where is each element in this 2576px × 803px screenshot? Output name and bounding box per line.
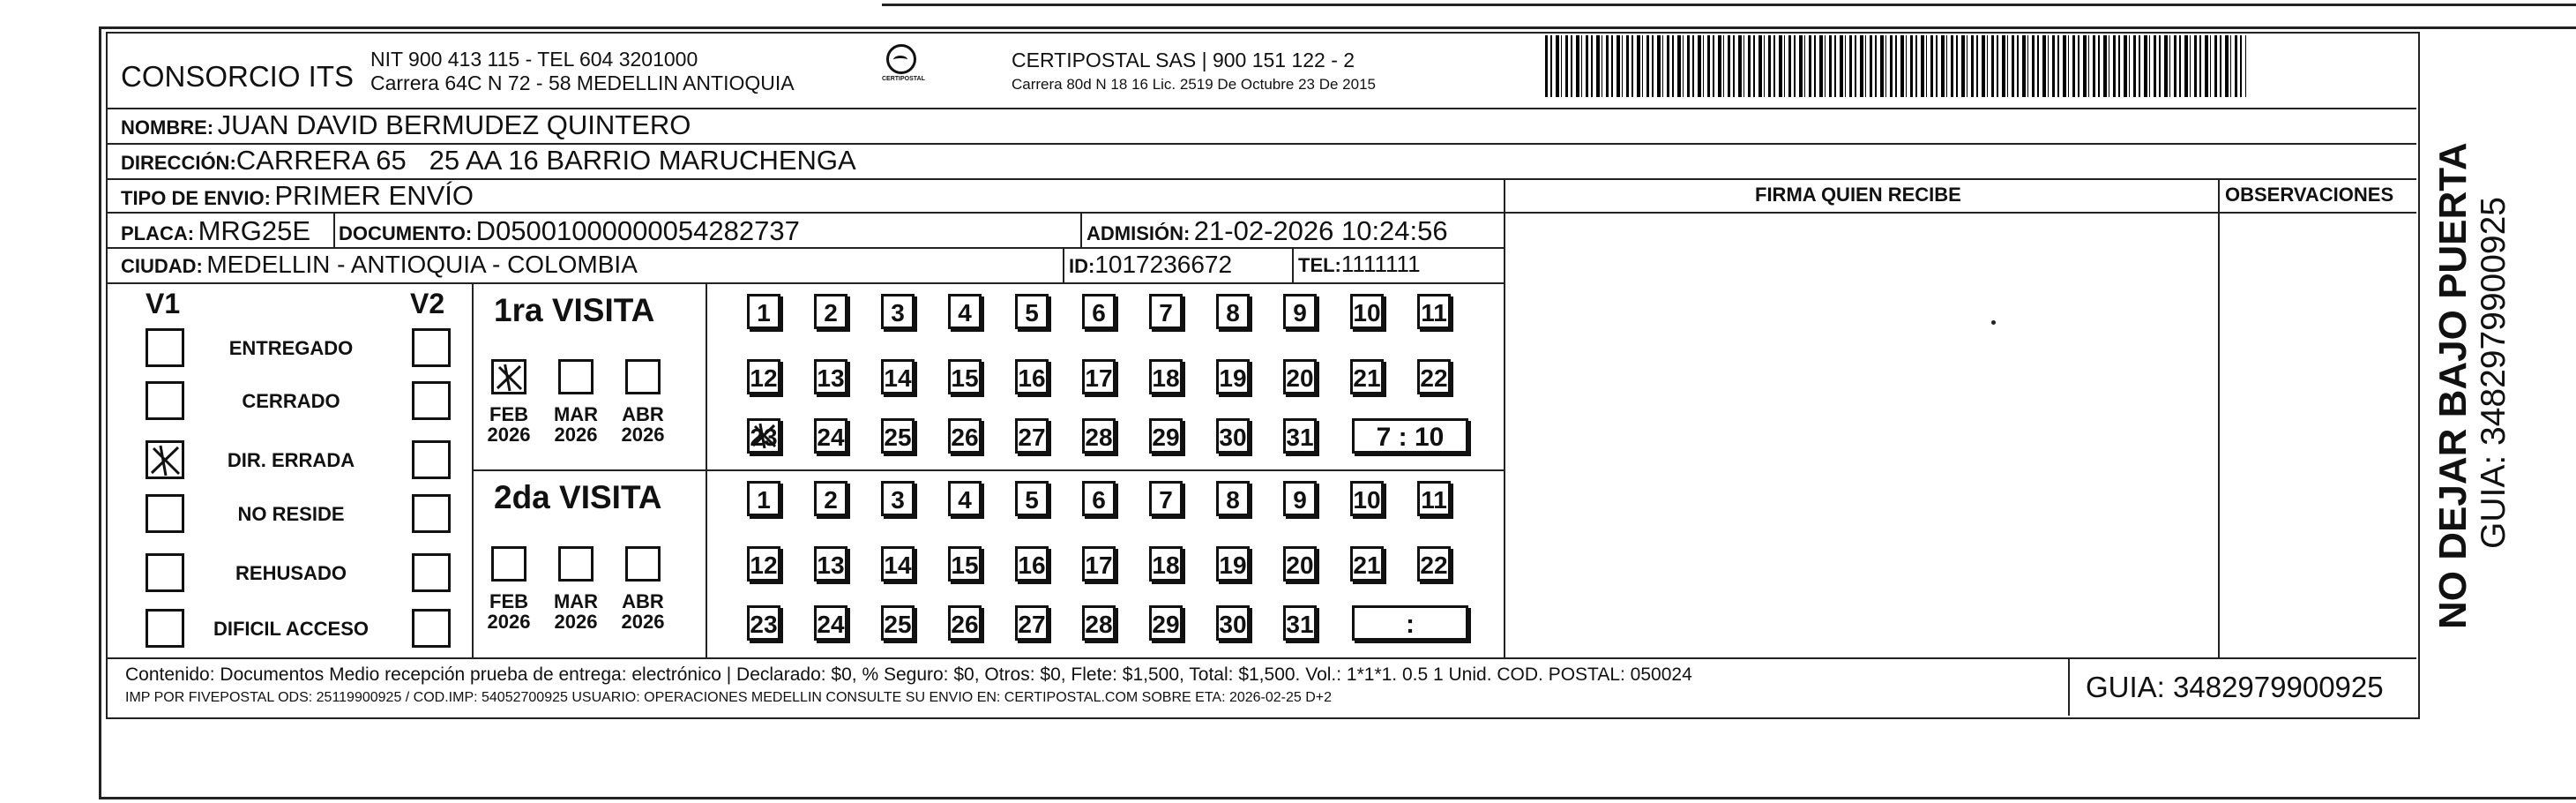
stray-dot (1991, 320, 1996, 325)
ciudad-row: CIUDAD: MEDELLIN - ANTIOQUIA - COLOMBIA (121, 251, 638, 278)
day-box[interactable]: 29 (1149, 418, 1183, 454)
status-option-label: DIR. ERRADA (227, 449, 355, 471)
day-box[interactable]: 11 (1417, 481, 1451, 516)
v2-checkbox[interactable] (412, 440, 451, 479)
day-box[interactable]: 18 (1149, 359, 1183, 394)
tipo-value: PRIMER ENVÍO (274, 180, 474, 211)
v2-label: V2 (410, 288, 445, 319)
day-box[interactable]: 17 (1082, 546, 1116, 582)
day-box[interactable]: 5 (1015, 294, 1049, 329)
id-divider (1063, 247, 1064, 282)
tel-row: TEL:1111111 (1298, 251, 1421, 277)
day-box[interactable]: 4 (948, 294, 982, 329)
v1-checkbox[interactable] (146, 609, 184, 648)
id-value: 1017236672 (1094, 251, 1233, 278)
day-box[interactable]: 1 (747, 294, 780, 329)
day-box[interactable]: 16 (1015, 546, 1049, 582)
day-box[interactable]: 22 (1417, 546, 1451, 582)
day-box[interactable]: 6 (1082, 294, 1116, 329)
day-box[interactable]: 14 (881, 546, 915, 582)
day-box[interactable]: 12 (747, 359, 780, 394)
tel-value: 1111111 (1340, 251, 1421, 277)
day-box[interactable]: 10 (1350, 294, 1384, 329)
day-box[interactable]: 2 (814, 294, 847, 329)
status-option-label: CERRADO (242, 390, 340, 412)
month-label: MAR 2026 (553, 590, 599, 634)
month-label: FEB 2026 (487, 403, 531, 447)
day-box[interactable]: 25 (881, 418, 915, 454)
v2-checkbox[interactable] (412, 494, 451, 533)
day-box[interactable]: 7 (1149, 481, 1183, 516)
firma-column-divider (1504, 178, 1505, 657)
day-box[interactable]: 17 (1082, 359, 1116, 394)
side-warning: NO DEJAR BAJO PUERTA (2431, 142, 2475, 629)
day-box[interactable]: 15 (948, 546, 982, 582)
month-label: ABR 2026 (621, 590, 665, 634)
company-line2: Carrera 64C N 72 - 58 MEDELLIN ANTIOQUIA (370, 71, 795, 94)
day-box[interactable]: 2 (814, 481, 847, 516)
company-line1: NIT 900 413 115 - TEL 604 3201000 (370, 48, 698, 71)
observaciones-header: OBSERVACIONES (2225, 184, 2394, 206)
day-box[interactable]: 30 (1216, 418, 1250, 454)
day-box[interactable]: 28 (1082, 605, 1116, 641)
status-option-label: REHUSADO (235, 562, 347, 584)
day-box[interactable]: 8 (1216, 481, 1250, 516)
day-box[interactable]: 23 (747, 418, 780, 454)
day-box[interactable]: 18 (1149, 546, 1183, 582)
courier-line1: CERTIPOSTAL SAS | 900 151 122 - 2 (1012, 49, 1355, 71)
day-box[interactable]: 24 (814, 605, 847, 641)
row-line (106, 247, 1504, 249)
status-option-label: NO RESIDE (237, 503, 345, 525)
placa-divider (333, 212, 335, 247)
nombre-value: JUAN DAVID BERMUDEZ QUINTERO (217, 109, 691, 140)
id-row: ID:1017236672 (1069, 251, 1233, 278)
day-box[interactable]: 26 (948, 605, 982, 641)
day-box[interactable]: 7 (1149, 294, 1183, 329)
courier-line2: Carrera 80d N 18 16 Lic. 2519 De Octubre 23 De 2015 (1012, 76, 1376, 93)
day-box[interactable]: 31 (1283, 605, 1317, 641)
day-box[interactable]: 27 (1015, 605, 1049, 641)
footer-guia: GUIA: 3482979900925 (2086, 671, 2384, 703)
ciudad-value: MEDELLIN - ANTIOQUIA - COLOMBIA (206, 251, 638, 278)
visit-separator (472, 469, 1504, 471)
tipo-row: TIPO DE ENVIO: PRIMER ENVÍO (121, 180, 474, 211)
day-box[interactable]: 14 (881, 359, 915, 394)
day-box[interactable]: 16 (1015, 359, 1049, 394)
day-box[interactable]: 22 (1417, 359, 1451, 394)
status-option-label: ENTREGADO (228, 337, 354, 359)
day-box[interactable]: 26 (948, 418, 982, 454)
day-box[interactable]: 25 (881, 605, 915, 641)
day-box[interactable]: 24 (814, 418, 847, 454)
direccion-row: DIRECCIÓN:CARRERA 65 25 AA 16 BARRIO MARUCHENGA (121, 145, 856, 176)
day-box[interactable]: 19 (1216, 546, 1250, 582)
handwritten-check-icon (148, 443, 183, 478)
day-box[interactable]: 8 (1216, 294, 1250, 329)
row-line (106, 282, 1504, 284)
documento-value: D05001000000054282737 (475, 215, 800, 246)
v1-checkbox[interactable] (146, 494, 184, 533)
handwritten-check-icon (494, 362, 526, 394)
day-box[interactable]: 29 (1149, 605, 1183, 641)
day-box[interactable]: 21 (1350, 359, 1384, 394)
v2-checkbox[interactable] (412, 328, 451, 367)
admision-value: 21-02-2026 10:24:56 (1193, 215, 1448, 246)
day-box[interactable]: 1 (747, 481, 780, 516)
row-line (106, 657, 2416, 659)
footer-imp: IMP POR FIVEPOSTAL ODS: 25119900925 / COD.IMP: 54052700925 USUARIO: OPERACIONES MEDELLIN CONSULTE SU ENVIO EN: CERTIPOSTAL.COM SOBRE ETA: 2026-02-25 D+2 (125, 690, 1333, 705)
v2-checkbox[interactable] (412, 553, 451, 592)
side-guia: GUIA: 3482979900925 (2475, 197, 2513, 549)
v1-checkbox[interactable] (146, 381, 184, 420)
month-label: FEB 2026 (487, 590, 531, 634)
day-box[interactable]: 28 (1082, 418, 1116, 454)
guia-divider (2068, 657, 2070, 716)
logo-mark-icon (886, 44, 916, 74)
firma-header-line (1504, 212, 2416, 214)
certipostal-logo: CERTIPOSTAL (882, 44, 921, 82)
month-checkbox[interactable] (491, 546, 526, 582)
barcode (1545, 35, 2246, 97)
firma-header: FIRMA QUIEN RECIBE (1755, 184, 1961, 206)
month-checkbox[interactable] (491, 359, 526, 394)
top-edge-line (882, 4, 2576, 6)
v1-label: V1 (146, 288, 181, 319)
direccion-value: CARRERA 65 25 AA 16 BARRIO MARUCHENGA (235, 145, 856, 176)
day-box[interactable]: 5 (1015, 481, 1049, 516)
day-box[interactable]: 4 (948, 481, 982, 516)
tel-divider (1292, 247, 1294, 282)
documento-row: DOCUMENTO: D05001000000054282737 (339, 215, 800, 246)
day-box[interactable]: 20 (1283, 546, 1317, 582)
day-box[interactable]: 27 (1015, 418, 1049, 454)
day-box[interactable]: 11 (1417, 294, 1451, 329)
nombre-row: NOMBRE: JUAN DAVID BERMUDEZ QUINTERO (121, 109, 691, 140)
day-box[interactable]: 3 (881, 481, 915, 516)
handwritten-check-icon (750, 421, 780, 451)
day-box[interactable]: 31 (1283, 418, 1317, 454)
day-box[interactable]: 3 (881, 294, 915, 329)
v1-checkbox[interactable] (146, 553, 184, 592)
day-box[interactable]: 9 (1283, 294, 1317, 329)
day-box[interactable]: 10 (1350, 481, 1384, 516)
day-box[interactable]: 15 (948, 359, 982, 394)
visit-title: 1ra VISITA (494, 292, 655, 328)
placa-row: PLACA: MRG25E (121, 215, 311, 246)
day-box[interactable]: 20 (1283, 359, 1317, 394)
day-box[interactable]: 23 (747, 605, 780, 641)
time-box[interactable]: 7 : 10 (1352, 418, 1468, 454)
month-checkbox[interactable] (625, 546, 661, 582)
day-box[interactable]: 9 (1283, 481, 1317, 516)
day-box[interactable]: 13 (814, 546, 847, 582)
v1-checkbox[interactable] (146, 328, 184, 367)
v2-checkbox[interactable] (412, 381, 451, 420)
month-checkbox[interactable] (558, 546, 594, 582)
status-option-label: DIFICIL ACCESO (213, 618, 369, 640)
day-box[interactable]: 30 (1216, 605, 1250, 641)
day-box[interactable]: 19 (1216, 359, 1250, 394)
footer-contenido: Contenido: Documentos Medio recepción prueba de entrega: electrónico | Declarado: $0, % Seguro: $0, Otros: $0, Flete: $1,500, Total: $1,500. Vol.: 1*1*1. 0.5 1 Unid. COD. POSTAL: 050024 (125, 664, 1692, 685)
time-box[interactable]: : (1352, 605, 1468, 641)
month-label: MAR 2026 (553, 403, 599, 447)
observaciones-column-divider (2218, 178, 2220, 657)
company-name: CONSORCIO ITS (121, 60, 355, 93)
v1-checkbox[interactable] (146, 440, 184, 479)
day-box[interactable]: 13 (814, 359, 847, 394)
admision-divider (1080, 212, 1082, 247)
visit-title: 2da VISITA (494, 479, 662, 515)
month-label: ABR 2026 (621, 403, 665, 447)
month-checkbox[interactable] (625, 359, 661, 394)
day-box[interactable]: 12 (747, 546, 780, 582)
month-checkbox[interactable] (558, 359, 594, 394)
day-box[interactable]: 21 (1350, 546, 1384, 582)
admision-row: ADMISIÓN: 21-02-2026 10:24:56 (1086, 215, 1448, 246)
v2-checkbox[interactable] (412, 609, 451, 648)
placa-value: MRG25E (198, 215, 311, 246)
day-box[interactable]: 6 (1082, 481, 1116, 516)
